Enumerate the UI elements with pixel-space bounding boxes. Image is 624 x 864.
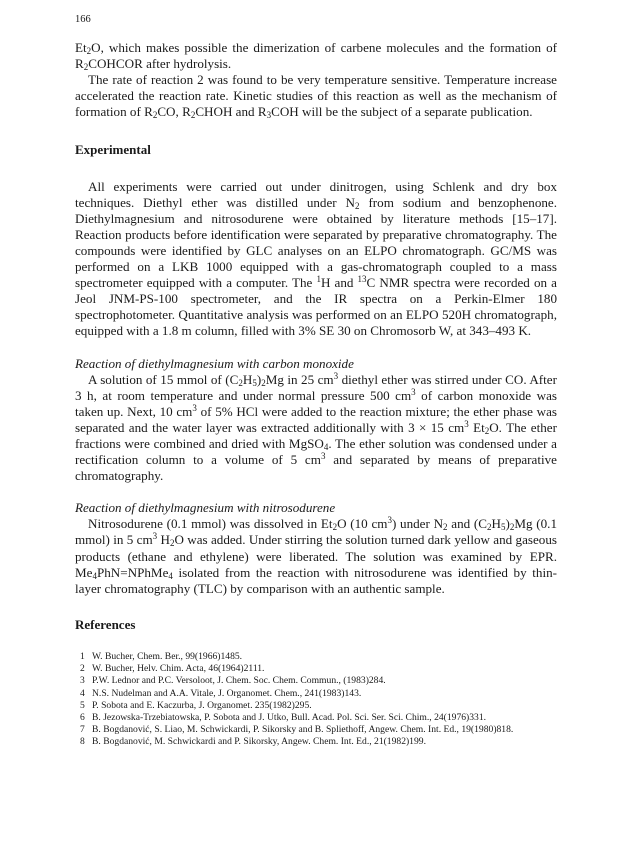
reference-item [75, 700, 557, 712]
reference-number: 5 [80, 699, 85, 711]
reference-item [75, 675, 557, 687]
reference-item [75, 712, 557, 724]
reference-text: W. Bucher, Helv. Chim. Acta, 46(1964)2111. [92, 663, 265, 675]
section-nitroso-paragraph: Nitrosodurene (0.1 mmol) was dissolved in $Et_2O$ (10 $cm^3$) under $N_2$ and $(C_2H_5)_2Mg$ (0.1 mmol) in 5 $cm^3$ $H_2O$ was added. Under stirring the solution turned dark yellow and gaseous products (ethane and ethylene) were liberated. The solution was examined by EPR. $Me_4PhN=NPhMe_4$ isolated from the reaction with nitrosodurene was identified by thin-layer chromatography (TLC) by comparison with an authentic sample. [75, 515, 558, 596]
reference-item [75, 724, 557, 736]
references-list [75, 651, 557, 749]
intro-paragraph-1: $Et_2O$, which makes possible the dimerization of carbene molecules and the formation of $R_2COHCOR$ after hydrolysis. [75, 40, 557, 73]
reference-item [75, 663, 557, 675]
intro-paragraph-2: The rate of reaction 2 was found to be very temperature sensitive. Temperature increase accelerated the reaction rate. Kinetic studies of this reaction as well as the mechanism of formation of $R_2CO$, $R_2CHOH$ and $R_3COH$ will be the subject of a separate publication. [75, 72, 557, 121]
section-co-heading: Reaction of diethylmagnesium with carbon monoxide [75, 355, 354, 371]
reference-item [75, 736, 557, 748]
reference-text: P.W. Lednor and P.C. Versoloot, J. Chem. Soc. Chem. Commun., (1983)284. [92, 675, 386, 687]
reference-text: B. Jezowska-Trzebiatowska, P. Sobota and J. Utko, Bull. Acad. Pol. Sci. Ser. Sci. Chim., 24(1976)331. [92, 711, 487, 723]
page-body [75, 40, 557, 749]
reference-number: 4 [80, 687, 85, 699]
reference-text: W. Bucher, Chem. Ber., 99(1966)1485. [92, 650, 243, 662]
reference-number: 8 [80, 736, 85, 748]
reference-number: 6 [80, 711, 85, 723]
reference-text: B. Bogdanović, S. Liao, M. Schwickardi, P. Sikorsky and B. Spliethoff, Angew. Chem. Int. Ed., 19(1980)818. [92, 724, 514, 736]
reference-text: B. Bogdanović, M. Schwickardi and P. Sikorsky, Angew. Chem. Int. Ed., 21(1982)199. [92, 736, 426, 748]
reference-number: 7 [80, 724, 85, 736]
section-nitroso-heading: Reaction of diethylmagnesium with nitrosodurene [75, 500, 336, 516]
reference-number: 1 [80, 650, 85, 662]
reference-text: N.S. Nudelman and A.A. Vitale, J. Organomet. Chem., 241(1983)143. [92, 687, 362, 699]
reference-item [75, 651, 557, 663]
experimental-heading: Experimental [75, 142, 151, 158]
references-heading: References [75, 616, 136, 632]
reference-text: P. Sobota and E. Kaczurba, J. Organomet. 235(1982)295. [92, 699, 312, 711]
reference-item [75, 688, 557, 700]
reference-number: 2 [80, 663, 85, 675]
experimental-paragraph: All experiments were carried out under dinitrogen, using Schlenk and dry box techniques. Diethyl ether was distilled under $N_2$ from sodium and benzophenone. Diethylmagnesium and nitrosodurene were obtained by literature methods [15–17]. Reaction products before identification were separated by preparative chromatography. The compounds were identified by GLC analyses on an ELPO chromatograph. GC/MS was performed on a LKB 1000 equipped with a gas-chromatograph coupled to a mass spectrometer equipped with a computer. The $^1$H and $^{13}$C NMR spectra were recorded on a Jeol JNM-PS-100 spectrometer, and the IR spectra on a Perkin-Elmer 180 spectrophotometer. Quantitative analysis was performed on an ELPO 520H chromatograph, equipped with a 1.8 m column, filled with 3% SE 30 on Chromosorb W, at 343–493 K. [75, 178, 557, 339]
section-co-paragraph: A solution of 15 mmol of $(C_2H_5)_2Mg$ in 25 $cm^3$ diethyl ether was stirred under CO. After 3 h, at room temperature and under normal pressure 500 $cm^3$ of carbon monoxide was taken up. Next, 10 $cm^3$ of 5% HCl were added to the reaction mixture; the ether phase was separated and the water layer was extracted additionally with 3 × 15 $cm^3$ $Et_2O$. The ether fractions were combined and dried with MgSO$_4$. The ether solution was condensed under a rectification column to a volume of 5 $cm^3$ and separated by means of preparative chromatography. [75, 370, 557, 484]
page-number: 166 [75, 14, 91, 25]
reference-number: 3 [80, 675, 85, 687]
